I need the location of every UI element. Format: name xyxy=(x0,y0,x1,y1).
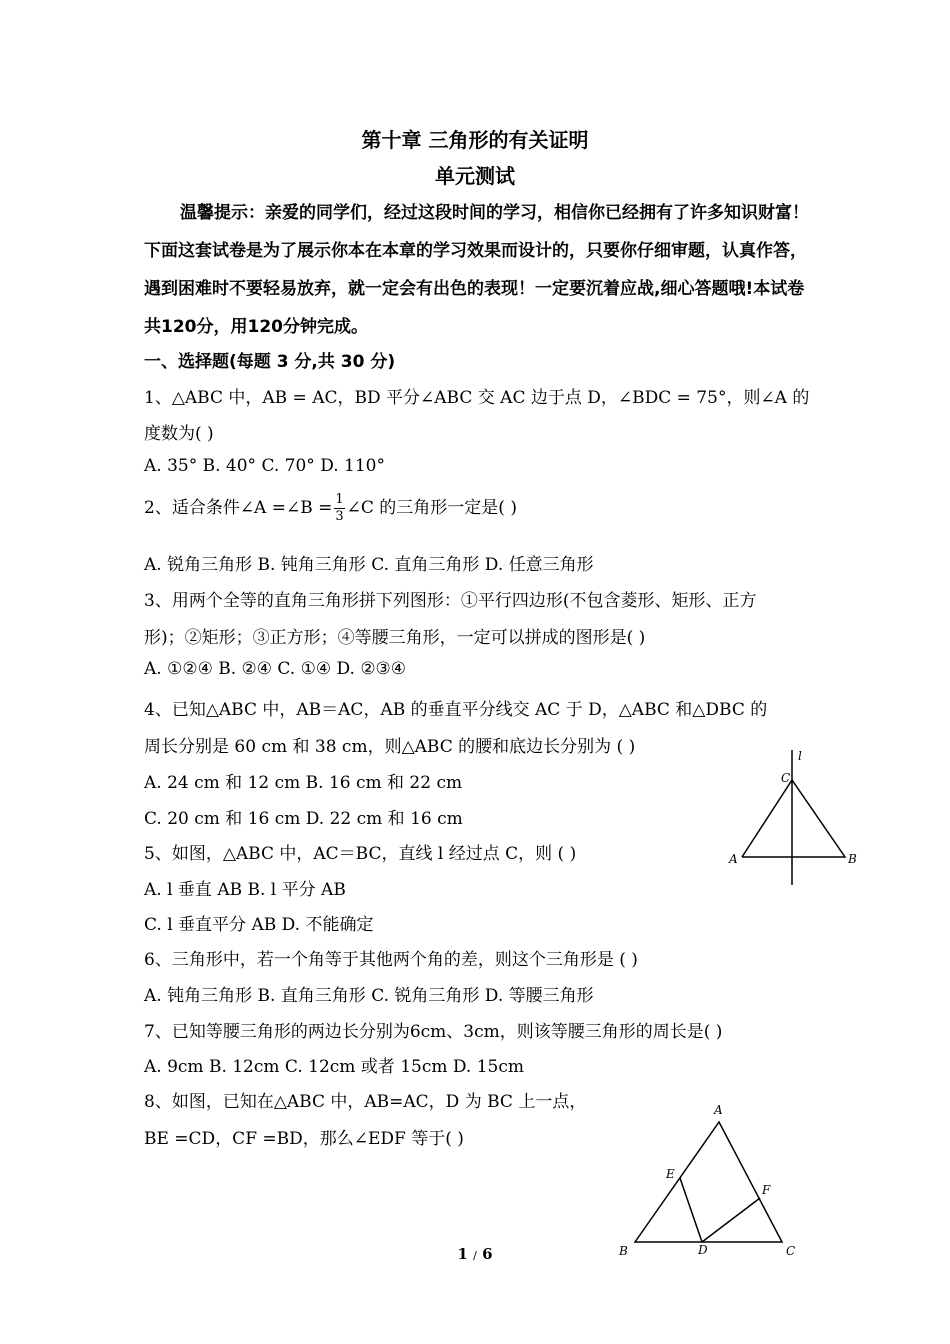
label-d: D xyxy=(698,1243,708,1257)
label-c-2: C xyxy=(786,1244,796,1258)
figure-triangle-edf xyxy=(610,1100,810,1260)
label-a: A xyxy=(729,852,738,866)
question-2-text-after: ∠C 的三角形一定是( ) xyxy=(346,498,517,518)
label-l: l xyxy=(798,749,802,763)
label-c: C xyxy=(781,771,791,785)
question-4-options-cd: C. 20 cm 和 16 cm D. 22 cm 和 16 cm xyxy=(144,809,463,829)
question-4-line-2: 周长分别是 60 cm 和 38 cm，则△ABC 的腰和底边长分别为 ( ) xyxy=(144,737,636,757)
page-number xyxy=(0,1245,950,1263)
label-f: F xyxy=(762,1183,771,1197)
question-2-line xyxy=(144,492,517,525)
intro-paragraph: 温馨提示：亲爱的同学们，经过这段时间的学习，相信你已经拥有了许多知识财富！下面这套试卷是为了展示你本在本章的学习效果而设计的，只要你仔细审题，认真作答，遇到困难时不要轻易放弃，就一定会有出色的表现！一定要沉着应战,细心答题哦!本试卷共120分，用120分钟完成。 xyxy=(144,203,809,337)
question-1-line-1: 1、△ABC 中，AB = AC，BD 平分∠ABC 交 AC 边于点 D，∠BDC = 75°，则∠A 的 xyxy=(144,388,810,408)
page-title: 第十章 三角形的有关证明 xyxy=(361,128,589,152)
segments-ed-df xyxy=(680,1178,760,1242)
triangle-abc-2 xyxy=(635,1122,782,1242)
question-3-options: A. ①②④ B. ②④ C. ①④ D. ②③④ xyxy=(144,659,407,679)
question-7-options: A. 9cm B. 12cm C. 12cm 或者 15cm D. 15cm xyxy=(144,1057,524,1077)
question-3-line-1: 3、用两个全等的直角三角形拼下列图形：①平行四边形(不包含菱形、矩形、正方 xyxy=(144,591,757,611)
triangle-abc xyxy=(742,780,845,857)
question-6-options: A. 钝角三角形 B. 直角三角形 C. 锐角三角形 D. 等腰三角形 xyxy=(144,986,594,1006)
label-b-2: B xyxy=(619,1244,628,1258)
question-1-options: A. 35° B. 40° C. 70° D. 110° xyxy=(144,456,385,476)
label-b: B xyxy=(848,852,857,866)
question-6-line-1: 6、三角形中，若一个角等于其他两个角的差，则这个三角形是 ( ) xyxy=(144,950,638,970)
page-subtitle: 单元测试 xyxy=(435,164,515,188)
label-a-2: A xyxy=(714,1103,723,1117)
page-current: 1 xyxy=(457,1245,468,1263)
figure-triangle-line-l xyxy=(720,745,870,890)
page-separator: / xyxy=(473,1249,477,1262)
question-3-line-2: 形)；②矩形；③正方形；④等腰三角形，一定可以拼成的图形是( ) xyxy=(144,628,646,648)
question-5-options-ab: A. l 垂直 AB B. l 平分 AB xyxy=(144,880,346,900)
question-2-options: A. 锐角三角形 B. 钝角三角形 C. 直角三角形 D. 任意三角形 xyxy=(144,555,594,575)
fraction-numerator: 1 xyxy=(335,492,344,507)
section-heading: 一、选择题(每题 3 分,共 30 分) xyxy=(144,352,396,372)
question-7-line-1: 7、已知等腰三角形的两边长分别为6cm、3cm，则该等腰三角形的周长是( ) xyxy=(144,1022,723,1042)
fraction xyxy=(334,492,344,525)
question-1-line-2: 度数为( ) xyxy=(144,424,214,444)
question-2-text-before: 2、适合条件∠A =∠B = xyxy=(144,498,333,518)
fraction-denominator: 3 xyxy=(335,509,344,524)
page-total: 6 xyxy=(482,1245,493,1263)
question-4-line-1: 4、已知△ABC 中，AB＝AC，AB 的垂直平分线交 AC 于 D，△ABC 和△DBC 的 xyxy=(144,700,768,720)
question-5-options-cd: C. l 垂直平分 AB D. 不能确定 xyxy=(144,915,374,935)
question-5-line-1: 5、如图，△ABC 中，AC＝BC，直线 l 经过点 C，则 ( ) xyxy=(144,844,577,864)
label-e: E xyxy=(666,1167,675,1181)
question-8-line-1: 8、如图，已知在△ABC 中，AB=AC，D 为 BC 上一点， xyxy=(144,1092,587,1112)
question-4-options-ab: A. 24 cm 和 12 cm B. 16 cm 和 22 cm xyxy=(144,773,463,793)
question-8-line-2: BE =CD，CF =BD，那么∠EDF 等于( ) xyxy=(144,1129,464,1149)
